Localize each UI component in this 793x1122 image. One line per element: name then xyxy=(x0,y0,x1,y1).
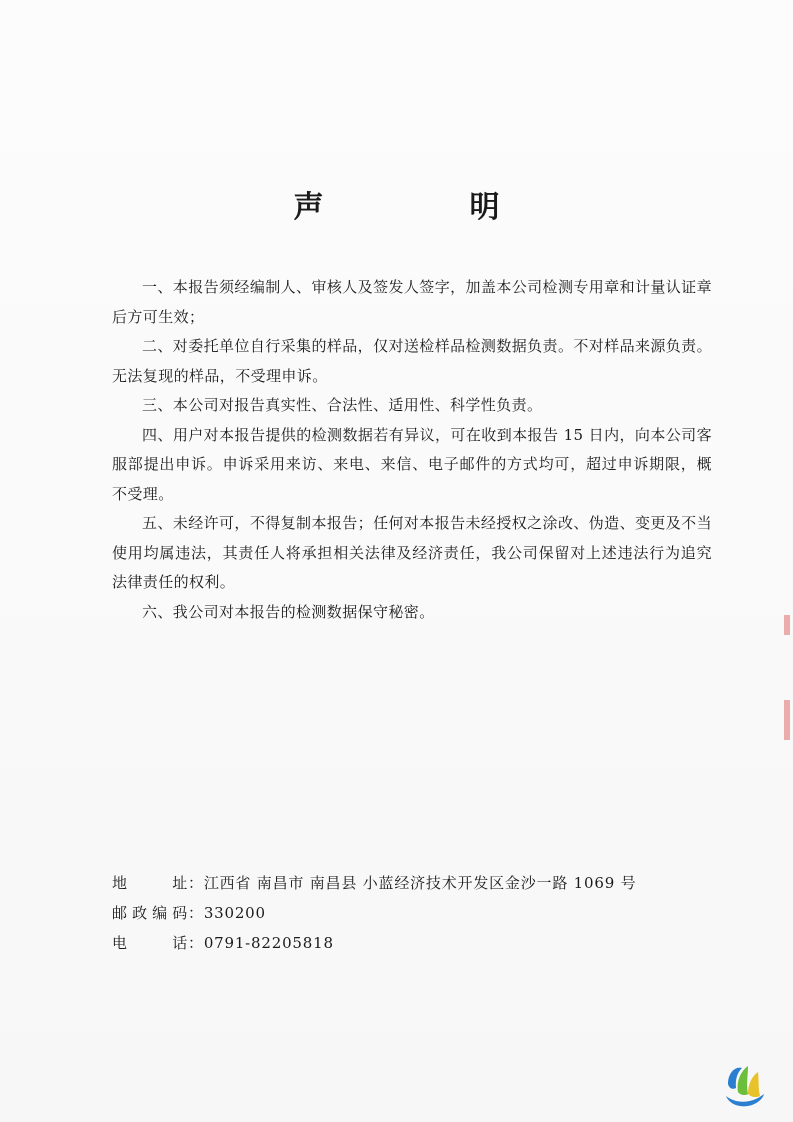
company-logo-icon xyxy=(718,1058,770,1110)
clause-4: 四、用户对本报告提供的检测数据若有异议，可在收到本报告 15 日内，向本公司客服部提出申诉。申诉采用来访、来电、来信、电子邮件的方式均可，超过申诉期限，概不受理。 xyxy=(112,425,712,503)
stamp-edge-mark xyxy=(784,615,790,635)
phone-colon: ： xyxy=(188,934,204,952)
clause-6: 六、我公司对本报告的检测数据保守秘密。 xyxy=(142,602,435,621)
clause-1: 一、本报告须经编制人、审核人及签发人签字，加盖本公司检测专用章和计量认证章后方可生效； xyxy=(112,278,712,326)
phone-value: 0791-82205818 xyxy=(203,934,334,952)
address-label: 地址 xyxy=(112,874,188,892)
clause-5: 五、未经许可，不得复制本报告；任何对本报告未经授权之涂改、伪造、变更及不当使用均属违法，其责任人将承担相关法律及经济责任，我公司保留对上述违法行为追究法律责任的权利。 xyxy=(112,514,712,591)
stamp-edge-mark xyxy=(784,700,790,740)
postcode-value: 330200 xyxy=(203,904,266,922)
statement-clauses xyxy=(112,273,712,627)
postcode-colon: ： xyxy=(188,904,204,922)
address-value: 江西省 南昌市 南昌县 小蓝经济技术开发区金沙一路 1069 号 xyxy=(203,874,637,892)
clause-3: 三、本公司对报告真实性、合法性、适用性、科学性负责。 xyxy=(142,396,543,414)
phone-label: 电话 xyxy=(112,934,188,952)
contact-info xyxy=(112,868,692,958)
page-title: 声 明 xyxy=(293,190,558,225)
phone-row xyxy=(112,928,692,958)
address-colon: ： xyxy=(188,874,204,892)
address-row xyxy=(112,868,692,898)
clause-2: 二、对委托单位自行采集的样品，仅对送检样品检测数据负责。不对样品来源负责。无法复现的样品，不受理申诉。 xyxy=(112,337,712,385)
postcode-row xyxy=(112,898,692,928)
postcode-label: 邮政编码 xyxy=(112,904,188,922)
